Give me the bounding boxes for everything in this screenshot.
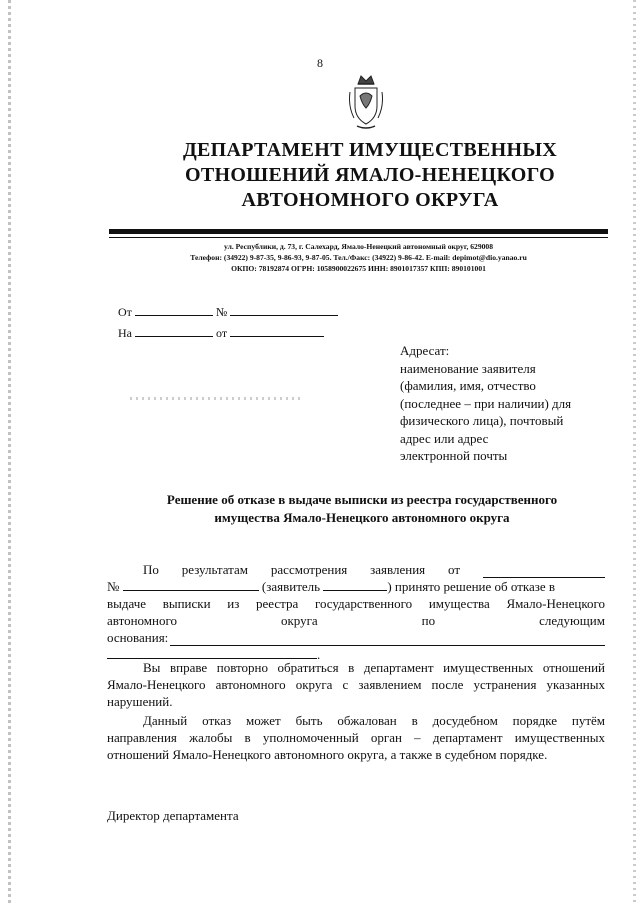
scan-edge-right [633, 0, 636, 905]
p1-word: следующим [539, 613, 605, 628]
p1-word: результатам [181, 562, 249, 577]
department-title-line-2: ОТНОШЕНИЙ ЯМАЛО-НЕНЕЦКОГО [184, 164, 556, 186]
page-number: 8 [317, 56, 323, 70]
on-blank [135, 325, 213, 337]
p1-line-1 [143, 561, 605, 578]
signature-title: Директор департамента [107, 808, 239, 823]
date-blank [230, 325, 324, 337]
faint-scan-artifact [130, 397, 300, 400]
from-label: От [118, 305, 132, 319]
p1-word: округа [280, 613, 318, 628]
p3-line-3: отношений Ямало-Ненецкого автономного округа, а также в судебном порядке. [107, 747, 548, 762]
on-label: На [118, 326, 132, 340]
p3-line-2: направления жалобы в уполномоченный орган – департамент имущественных [107, 730, 605, 745]
decision-text: ) принято решение об отказе в [387, 579, 556, 594]
grounds-blank-2 [107, 646, 317, 659]
scan-edge-left [8, 0, 11, 905]
p2-line-1: Вы вправе повторно обратиться в департамент имущественных отношений [143, 660, 605, 675]
header-rule-thick [109, 229, 608, 234]
addressee-line-7: электронной почты [400, 448, 508, 463]
p1-word: заявления [370, 562, 426, 577]
addressee-line-3: (фамилия, имя, отчество [400, 378, 536, 393]
addressee-line-5: физического лица), почтовый [400, 413, 564, 428]
p1-line-3: выдаче выписки из реестра государственного имущества Ямало-Ненецкого [107, 596, 605, 611]
p1-line-2 [107, 578, 605, 595]
department-contacts [109, 241, 608, 274]
header-rule-thin [109, 237, 608, 238]
date-label: от [216, 326, 228, 340]
application-number-blank [123, 578, 259, 591]
coat-of-arms-icon [346, 70, 386, 132]
addressee-line-6: адрес или адрес [400, 430, 489, 446]
department-title [100, 138, 640, 213]
grounds-label: основания: [107, 630, 169, 645]
p1-word: рассмотрения [270, 562, 348, 577]
addressee-block [400, 342, 620, 465]
p1-word: автономного [107, 613, 177, 628]
decision-title-line-2: имущества Ямало-Ненецкого автономного округа [214, 510, 510, 525]
addressee-line-4: (последнее – при наличии) для [400, 395, 572, 411]
grounds-blank [170, 633, 605, 646]
period: . [317, 647, 321, 662]
p1-word: от [448, 562, 461, 577]
p3-line-1: Данный отказ может быть обжалован в досудебном порядке путём [143, 713, 605, 728]
from-date-blank [135, 304, 213, 316]
application-date-blank [483, 565, 605, 578]
contact-codes: ОКПО: 78192874 ОГРН: 1058900022675 ИНН: 8901017357 КПП: 890101001 [231, 264, 486, 273]
p2-line-3: нарушений. [107, 694, 173, 709]
p2-line-2: Ямало-Ненецкого автономного округа с заявлением после устранения указанных [107, 677, 605, 692]
outgoing-ref-row [118, 304, 338, 320]
number-label: № [215, 305, 228, 319]
p1-word: по [421, 613, 436, 628]
p1-line-4 [107, 612, 605, 629]
department-title-line-3: АВТОНОМНОГО ОКРУГА [241, 189, 499, 211]
addressee-line-1: Адресат: [400, 343, 450, 358]
decision-title [107, 491, 617, 527]
department-title-line-1: ДЕПАРТАМЕНТ ИМУЩЕСТВЕННЫХ [182, 139, 558, 161]
incoming-ref-row [118, 325, 324, 341]
contact-address: ул. Республики, д. 73, г. Салехард, Ямало-Ненецкий автономный округ, 629008 [223, 242, 494, 251]
p1-word: По [143, 562, 159, 577]
applicant-label: (заявитель [261, 579, 321, 594]
addressee-line-2: наименование заявителя [400, 360, 536, 376]
number-sign: № [107, 579, 120, 594]
p1-line-5 [107, 629, 605, 646]
contact-phones: Телефон: (34922) 9-87-35, 9-86-93, 9-87-05. Тел./Факс: (34922) 9-86-42. E-mail: depimot@dio.yanao.ru [190, 253, 527, 262]
applicant-blank [323, 578, 387, 591]
number-blank [230, 304, 338, 316]
decision-title-line-1: Решение об отказе в выдаче выписки из реестра государственного [166, 492, 558, 507]
